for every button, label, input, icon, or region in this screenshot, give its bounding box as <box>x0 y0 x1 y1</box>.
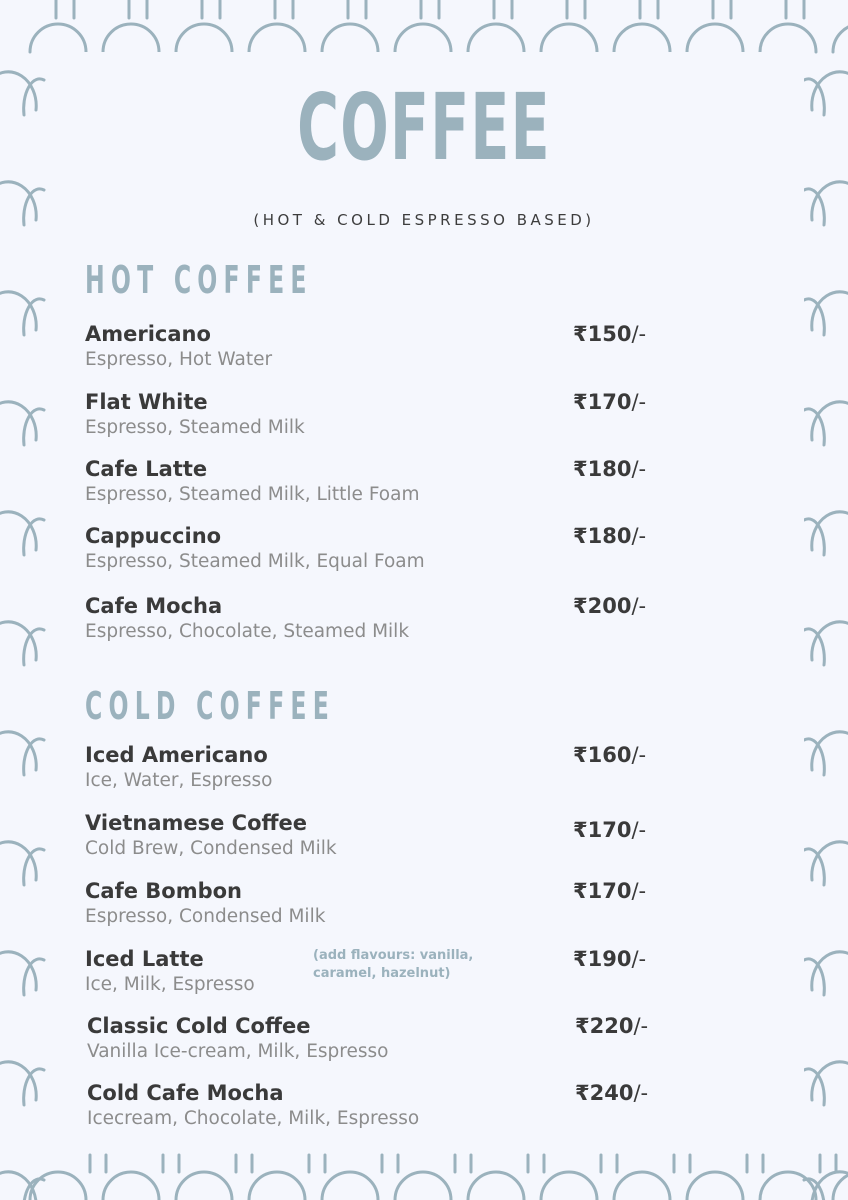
item-price: ₹150/- <box>573 322 647 346</box>
menu-item-classic-cold-coffee <box>87 1012 687 1072</box>
item-description: Espresso, Chocolate, Steamed Milk <box>85 621 410 642</box>
flavour-note: (add flavours: vanilla, caramel, hazelnut) <box>313 948 474 981</box>
item-price: ₹160/- <box>573 743 647 767</box>
menu-title: COFFEE <box>297 74 551 181</box>
menu-item-cafe-mocha <box>85 592 685 652</box>
menu-item-iced-latte <box>85 945 685 1005</box>
item-price: ₹190/- <box>573 947 647 971</box>
item-description: Espresso, Steamed Milk <box>85 417 305 438</box>
item-name: Iced Latte <box>85 947 204 971</box>
item-description: Espresso, Hot Water <box>85 349 273 370</box>
hot-coffee-heading: HOT COFFEE <box>85 258 313 302</box>
item-price: ₹180/- <box>573 524 647 548</box>
menu-item-cafe-bombon <box>85 877 685 937</box>
menu-item-cafe-latte <box>85 455 685 515</box>
item-description: Espresso, Steamed Milk, Little Foam <box>85 484 420 505</box>
item-name: Flat White <box>85 390 208 414</box>
item-name: Cafe Bombon <box>85 879 242 903</box>
menu-item-vietnamese-coffee <box>85 809 685 869</box>
item-description: Espresso, Steamed Milk, Equal Foam <box>85 551 425 572</box>
item-price: ₹180/- <box>573 457 647 481</box>
item-name: Vietnamese Coffee <box>85 811 307 835</box>
item-name: Iced Americano <box>85 743 268 767</box>
item-name: Cafe Latte <box>85 457 208 481</box>
item-description: Cold Brew, Condensed Milk <box>85 838 337 859</box>
menu-item-cappuccino <box>85 522 685 582</box>
item-description: Ice, Water, Espresso <box>85 770 273 791</box>
menu-item-iced-americano <box>85 741 685 801</box>
item-description: Icecream, Chocolate, Milk, Espresso <box>87 1108 420 1129</box>
item-price: ₹220/- <box>575 1014 649 1038</box>
item-description: Espresso, Condensed Milk <box>85 906 326 927</box>
item-price: ₹240/- <box>575 1081 649 1105</box>
item-price: ₹170/- <box>573 390 647 414</box>
item-name: Classic Cold Coffee <box>87 1014 311 1038</box>
item-price: ₹170/- <box>573 879 647 903</box>
item-price: ₹170/- <box>573 818 647 842</box>
item-name: Cappuccino <box>85 524 222 548</box>
item-price: ₹200/- <box>573 594 647 618</box>
menu-item-cold-cafe-mocha <box>87 1079 687 1139</box>
item-description: Ice, Milk, Espresso <box>85 974 255 995</box>
item-name: Americano <box>85 322 211 346</box>
menu-item-flat-white <box>85 388 685 448</box>
item-name: Cold Cafe Mocha <box>87 1081 284 1105</box>
item-description: Vanilla Ice-cream, Milk, Espresso <box>87 1041 389 1062</box>
item-name: Cafe Mocha <box>85 594 223 618</box>
cold-coffee-heading: COLD COFFEE <box>85 684 335 728</box>
menu-subtitle: (HOT & COLD ESPRESSO BASED) <box>253 211 595 229</box>
menu-item-americano <box>85 320 685 380</box>
